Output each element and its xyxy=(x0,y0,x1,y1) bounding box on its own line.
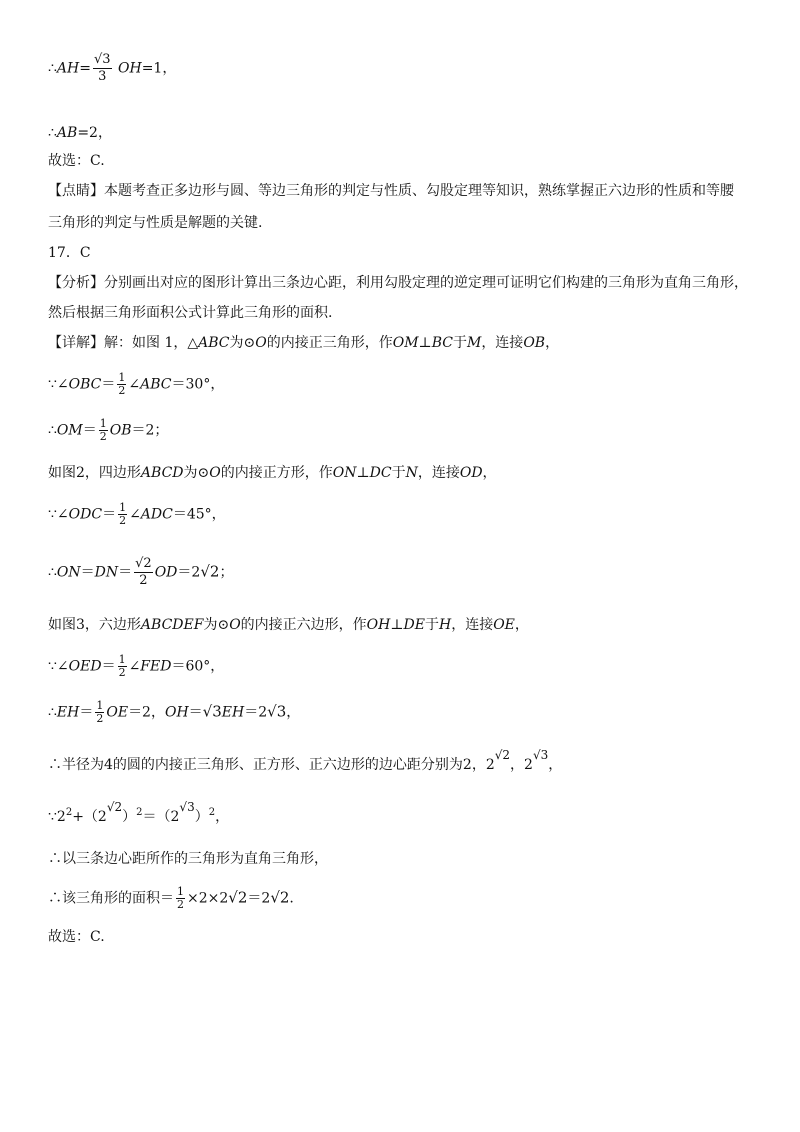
sqrt-3: √3 xyxy=(179,800,195,814)
var-on: ON xyxy=(332,465,357,481)
numerator: 1 xyxy=(118,371,126,384)
equals: ＝ xyxy=(101,658,116,675)
var-dc: DC xyxy=(369,465,392,481)
equals: ＝ xyxy=(101,376,116,393)
because-angle: ∵∠ xyxy=(48,506,69,523)
text: ＝2 xyxy=(247,890,271,907)
var-oh: OH xyxy=(164,704,189,721)
denominator: 2 xyxy=(118,666,126,679)
var-odc: ODC xyxy=(68,506,103,523)
tail: ， xyxy=(286,704,301,721)
line-angle-odc xyxy=(48,502,226,527)
text: ＝（2 xyxy=(142,809,180,825)
var-n: N xyxy=(405,465,418,481)
line-xiangjie xyxy=(48,334,559,352)
numerator: 1 xyxy=(99,417,107,430)
line-right-triangle: ∴以三条边心距所作的三角形为直角三角形， xyxy=(48,851,328,867)
tail: ＝60°， xyxy=(171,658,225,675)
var-o: O xyxy=(229,617,241,633)
line-figure2 xyxy=(48,464,497,482)
therefore-symbol: ∴ xyxy=(48,422,57,439)
equals: = xyxy=(79,60,91,77)
var-adc: ADC xyxy=(140,506,173,523)
numerator: √3 xyxy=(93,52,111,67)
line-pythagoras xyxy=(48,800,230,828)
var-obc: OBC xyxy=(68,376,102,393)
sqrt-3: √3 xyxy=(267,702,287,721)
tail: =2， xyxy=(77,125,112,141)
sqrt-2: √2 xyxy=(228,888,248,907)
line-apothems xyxy=(48,748,563,774)
denominator: 2 xyxy=(96,712,104,725)
therefore-symbol: ∴ xyxy=(48,564,57,581)
var-abc: ABC xyxy=(198,335,230,351)
xiangjie-label: 【详解】 xyxy=(48,335,104,351)
perp-symbol: ⊥ xyxy=(356,465,370,481)
line-on-dn xyxy=(48,556,233,589)
fenxi-text: 分别画出对应的图形计算出三条边心距，利用勾股定理的逆定理可证明它们构建的三角形为直角三角形， xyxy=(104,275,748,291)
text: 如图2，四边形 xyxy=(48,465,141,481)
numerator: 1 xyxy=(96,699,104,712)
sqrt-2: √2 xyxy=(494,748,511,762)
denominator: 2 xyxy=(99,430,107,443)
text: ， xyxy=(548,757,563,773)
tail: ； xyxy=(219,564,234,581)
var-h: H xyxy=(438,617,452,633)
text: 为⊙ xyxy=(203,617,230,633)
text: ，连接 xyxy=(451,617,494,633)
var-m: M xyxy=(466,335,482,351)
text: 的内接正六边形，作 xyxy=(240,617,367,633)
numerator: 1 xyxy=(119,501,127,514)
fraction-half xyxy=(118,654,127,679)
text: 的内接正方形，作 xyxy=(220,465,333,481)
text: 于 xyxy=(424,617,439,633)
numerator: 1 xyxy=(118,653,126,666)
line-choose-c-2: 故选：C. xyxy=(48,929,105,945)
text: 为⊙ xyxy=(229,335,256,351)
var-ab: AB xyxy=(56,125,78,141)
sqrt-2: √2 xyxy=(200,562,220,581)
var-om: OM xyxy=(56,422,83,439)
tail: ＝30°， xyxy=(171,376,225,393)
var-abcdef: ABCDEF xyxy=(140,617,204,633)
var-on: ON xyxy=(56,564,81,581)
denominator: 2 xyxy=(118,384,126,397)
fraction-half xyxy=(95,700,104,725)
line-ah xyxy=(48,52,176,85)
var-bc: BC xyxy=(431,335,453,351)
var-oe: OE xyxy=(493,617,515,633)
var-oh: OH xyxy=(118,60,142,77)
equals: ＝ xyxy=(82,422,97,439)
equals: ＝ xyxy=(79,704,94,721)
tail: =1， xyxy=(141,60,177,77)
var-o: O xyxy=(255,335,267,351)
line-fenxi-cont: 然后根据三角形面积公式计算此三角形的面积. xyxy=(48,305,333,321)
fraction-sqrt2-over-2 xyxy=(134,556,153,589)
fenxi-label: 【分析】 xyxy=(48,275,104,291)
denominator: 3 xyxy=(93,68,112,85)
line-area xyxy=(48,886,294,911)
var-fed: FED xyxy=(140,658,172,675)
fraction-half xyxy=(99,418,108,443)
equals: ＝ xyxy=(102,506,117,523)
var-de: DE xyxy=(403,617,425,633)
text: 为⊙ xyxy=(183,465,210,481)
text: . xyxy=(289,890,294,907)
equals: ＝ xyxy=(188,704,203,721)
question-number: 17．C xyxy=(48,245,91,261)
sqrt-2: √2 xyxy=(270,888,290,907)
var-oh: OH xyxy=(366,617,391,633)
text: ∴半径为4的圆的内接正三角形、正方形、正六边形的边心距分别为2，2 xyxy=(48,757,495,773)
fraction-half xyxy=(117,372,126,397)
var-eh: EH xyxy=(56,704,80,721)
sqrt-3: √3 xyxy=(532,748,549,762)
therefore-symbol: ∴ xyxy=(48,704,57,721)
line-dianjing-cont: 三角形的判定与性质是解题的关键. xyxy=(48,215,263,231)
text: ，连接 xyxy=(481,335,524,351)
tail: ＝2； xyxy=(131,422,169,439)
denominator: 2 xyxy=(119,514,127,527)
var-abc: ABC xyxy=(140,376,172,393)
var-oe: OE xyxy=(106,704,129,721)
text: +（2 xyxy=(72,809,107,825)
text: 如图3，六边形 xyxy=(48,617,141,633)
line-om xyxy=(48,418,168,443)
text: ，2 xyxy=(510,757,533,773)
line-eh-oh xyxy=(48,700,300,725)
text: 于 xyxy=(452,335,467,351)
var-dn: DN xyxy=(94,564,119,581)
var-abcd: ABCD xyxy=(140,465,184,481)
fraction-sqrt3-over-3 xyxy=(93,52,112,85)
var-od: OD xyxy=(459,465,483,481)
var-o: O xyxy=(209,465,221,481)
text: ＝2， xyxy=(128,704,165,721)
var-ob: OB xyxy=(523,335,546,351)
line-dianjing xyxy=(48,182,734,200)
perp-symbol: ⊥ xyxy=(390,617,404,633)
exponent: 2 xyxy=(65,807,73,818)
angle-symbol: ∠ xyxy=(129,506,141,523)
fraction-half xyxy=(176,886,185,911)
dianjing-text: 本题考查正多边形与圆、等边三角形的判定与性质、勾股定理等知识，熟练掌握正六边形的性质和等腰 xyxy=(104,183,734,199)
dianjing-label: 【点睛】 xyxy=(48,183,104,199)
text: ， xyxy=(482,465,497,481)
var-om: OM xyxy=(392,335,419,351)
angle-symbol: ∠ xyxy=(128,376,141,393)
var-ah: AH xyxy=(56,60,80,77)
numerator: 1 xyxy=(177,885,184,898)
line-fenxi xyxy=(48,274,748,292)
because-angle: ∵∠ xyxy=(48,376,69,393)
var-od: OD xyxy=(154,564,178,581)
text: ×2×2 xyxy=(187,890,229,907)
numerator: √2 xyxy=(135,556,152,571)
equals-two: ＝2 xyxy=(244,704,268,721)
line-ab xyxy=(48,124,112,142)
line-angle-oed xyxy=(48,654,224,679)
denominator: 2 xyxy=(177,898,184,911)
text: ， xyxy=(514,617,529,633)
text: ∵2 xyxy=(48,809,66,825)
because-angle: ∵∠ xyxy=(48,658,69,675)
text: ， xyxy=(545,335,560,351)
line-figure3 xyxy=(48,616,529,634)
text: ，连接 xyxy=(417,465,460,481)
equals: ＝ xyxy=(80,564,95,581)
exponent: 2 xyxy=(208,807,216,818)
text: ） xyxy=(194,809,209,825)
perp-symbol: ⊥ xyxy=(418,335,432,351)
var-eh: EH xyxy=(221,704,245,721)
therefore-symbol: ∴ xyxy=(48,125,57,141)
denominator: 2 xyxy=(134,572,153,589)
tail: ＝45°， xyxy=(172,506,226,523)
text: 于 xyxy=(391,465,406,481)
equals: ＝ xyxy=(118,564,133,581)
text: ， xyxy=(215,809,230,825)
text: 的内接正三角形，作 xyxy=(266,335,393,351)
line-angle-obc xyxy=(48,372,224,397)
line-choose-c-1: 故选：C. xyxy=(48,153,105,169)
sqrt-3: √3 xyxy=(202,702,222,721)
var-ob: OB xyxy=(109,422,132,439)
equals-two: ＝2 xyxy=(177,564,201,581)
sqrt-2: √2 xyxy=(106,800,123,814)
text: ） xyxy=(122,809,137,825)
fraction-half xyxy=(118,502,127,527)
text: ∴该三角形的面积＝ xyxy=(48,890,174,907)
var-oed: OED xyxy=(68,658,102,675)
therefore-symbol: ∴ xyxy=(48,60,57,77)
exponent: 2 xyxy=(136,807,143,818)
text: 解：如图 1，△ xyxy=(104,335,199,351)
angle-symbol: ∠ xyxy=(128,658,141,675)
